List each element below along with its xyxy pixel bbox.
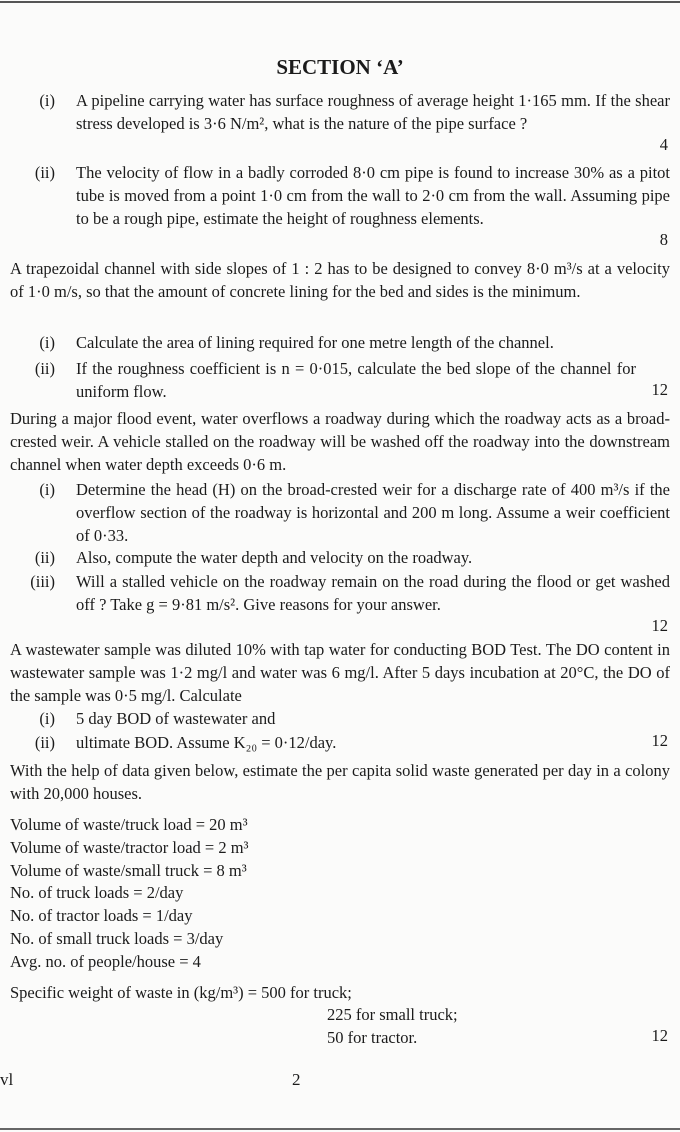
q3-iii-number: (iii)	[30, 572, 55, 591]
q1-i-text: A pipeline carrying water has surface roughness of average height 1·165 mm. If the shear stress developed is 3·6 N/m², what is the nature of the pipe surface ?	[76, 91, 670, 133]
q1-ii-marks: 8	[659, 230, 668, 249]
q2-intro: A trapezoidal channel with side slopes of 1 : 2 has to be designed to convey 8·0 m³/s at a velocity of 1·0 m/s, so that the amount of concrete lining for the bed and sides is the minimum.	[10, 259, 670, 301]
q2-marks: 12	[651, 380, 668, 399]
q2-ii-number: (ii)	[34, 359, 55, 378]
q3-iii-text: Will a stalled vehicle on the roadway remain on the road during the flood or get washed off ? Take g = 9·81 m/s². Give reasons for your answer.	[76, 572, 670, 614]
q3-ii-number: (ii)	[34, 548, 55, 567]
q1-i-number: (i)	[39, 91, 55, 110]
q3-intro: During a major flood event, water overflows a roadway during which the roadway acts as a broad-crested weir. A vehicle stalled on the roadway will be washed off the roadway into the downstream channel when water depth exceeds 0·6 m.	[10, 409, 670, 474]
q2-i-number: (i)	[39, 333, 55, 352]
q1-ii-text: The velocity of flow in a badly corroded 8·0 cm pipe is found to increase 30% as a pitot tube is moved from a point 1·0 cm from the wall to 2·0 cm from the wall. Assuming pipe to be a rough pipe, estimate the height of roughness elements.	[76, 163, 670, 228]
q3-i-number: (i)	[39, 480, 55, 499]
q5-data-row: Volume of waste/tractor load = 2 m³	[10, 838, 249, 857]
q5-data-row: No. of small truck loads = 3/day	[10, 929, 224, 948]
q5-intro: With the help of data given below, estimate the per capita solid waste generated per day in a colony with 20,000 houses.	[10, 761, 670, 803]
q4-ii-number: (ii)	[34, 733, 55, 752]
q2-i-text: Calculate the area of lining required for one metre length of the channel.	[76, 333, 554, 352]
q5-data-row: Avg. no. of people/house = 4	[10, 952, 201, 971]
q5-specific-weight-small-truck: 225 for small truck;	[327, 1005, 458, 1024]
q4-ii-text: ultimate BOD. Assume K₂₀ = 0·12/day.	[76, 733, 337, 752]
q1-i-marks: 4	[659, 135, 668, 154]
bottom-border	[0, 1128, 680, 1130]
footer-code: vl	[0, 1070, 14, 1089]
q5-specific-weight-tractor: 50 for tractor.	[327, 1028, 418, 1047]
page-number: 2	[292, 1070, 301, 1089]
q5-data-row: No. of truck loads = 2/day	[10, 883, 184, 902]
q5-data-row: Volume of waste/truck load = 20 m³	[10, 815, 248, 834]
q4-intro: A wastewater sample was diluted 10% with tap water for conducting BOD Test. The DO content in wastewater sample was 1·2 mg/l and water was 6 mg/l. After 5 days incubation at 20°C, the DO of the sample was 0·5 mg/l. Calculate	[10, 640, 670, 705]
q3-ii-text: Also, compute the water depth and velocity on the roadway.	[76, 548, 473, 567]
q5-data-row: Volume of waste/small truck = 8 m³	[10, 861, 247, 880]
q4-i-number: (i)	[39, 709, 55, 728]
q5-data-row: No. of tractor loads = 1/day	[10, 906, 193, 925]
q4-marks: 12	[651, 731, 668, 750]
q5-marks: 12	[651, 1026, 668, 1045]
q3-marks: 12	[651, 616, 668, 635]
section-title: SECTION ‘A’	[276, 55, 404, 79]
top-border	[0, 1, 680, 3]
q5-specific-weight: Specific weight of waste in (kg/m³) = 500 for truck;	[10, 983, 352, 1002]
q2-ii-text: If the roughness coefficient is n = 0·015, calculate the bed slope of the channel for uniform flow.	[76, 359, 636, 401]
q1-ii-number: (ii)	[34, 163, 55, 182]
q4-i-text: 5 day BOD of wastewater and	[76, 709, 276, 728]
q3-i-text: Determine the head (H) on the broad-crested weir for a discharge rate of 400 m³/s if the overflow section of the roadway is horizontal and 200 m long. Assume a weir coefficient of 0·33.	[76, 480, 670, 545]
